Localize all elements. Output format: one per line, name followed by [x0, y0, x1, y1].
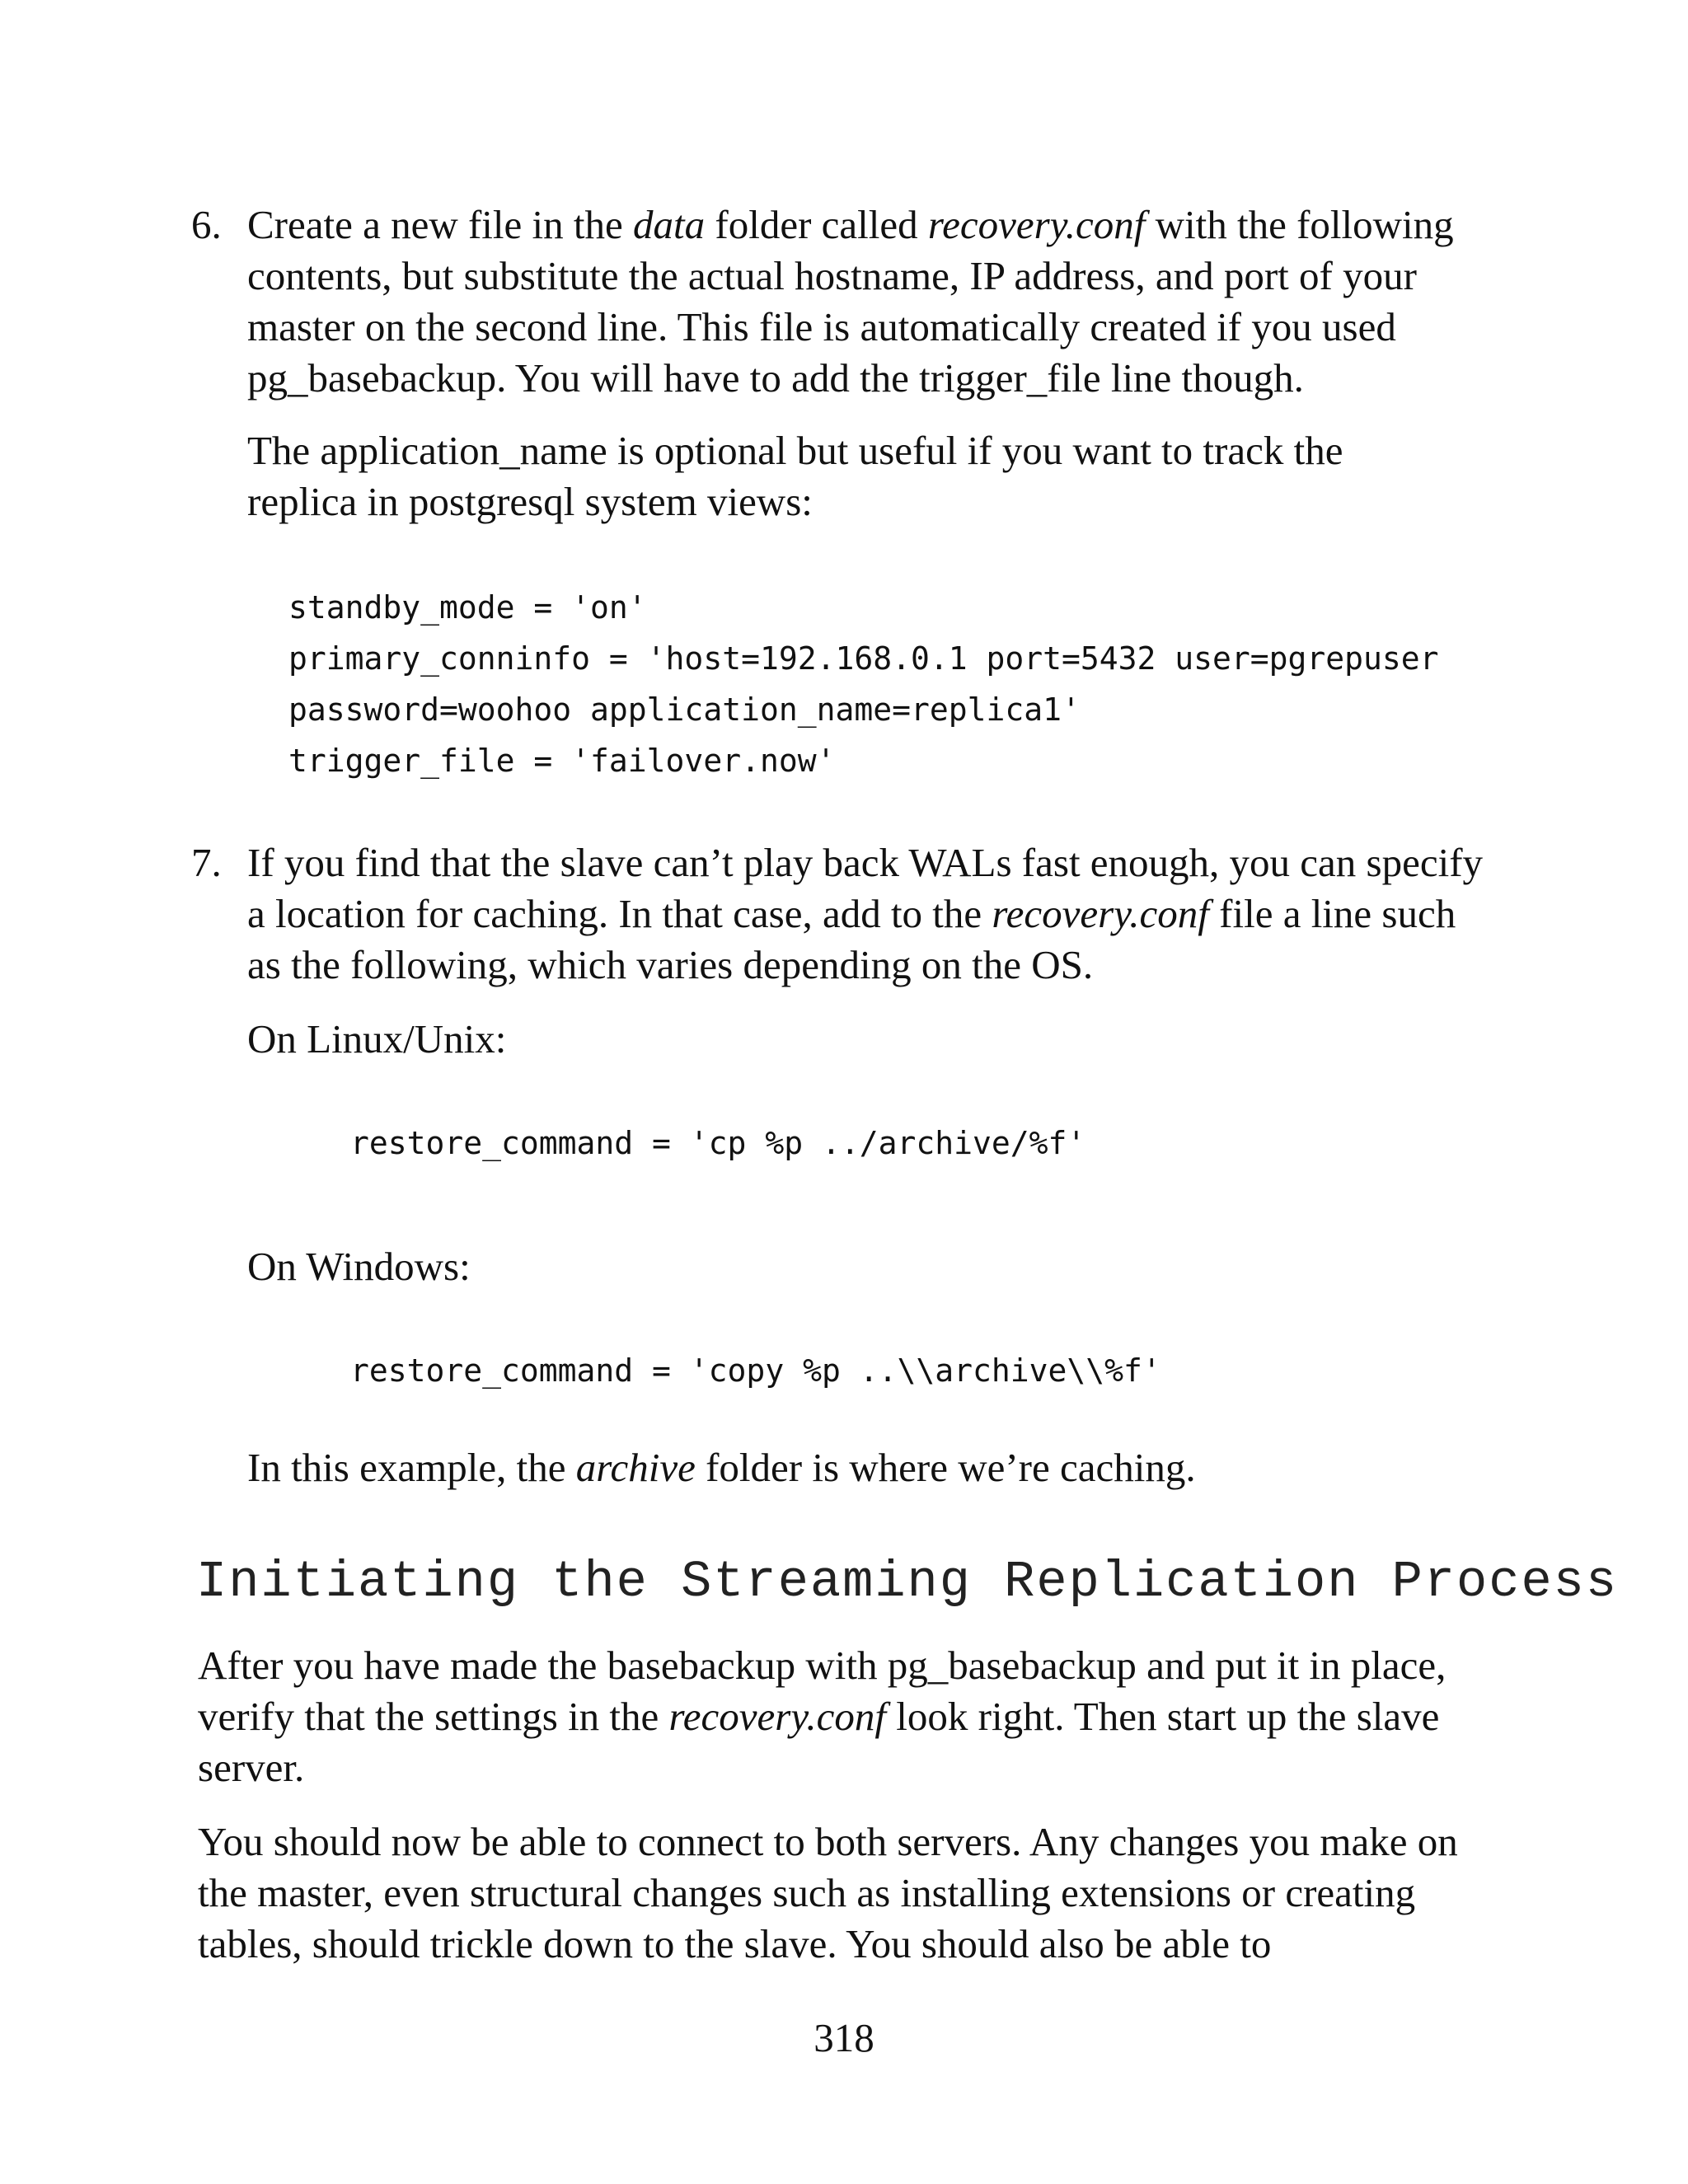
code-line: standby_mode = 'on' [288, 589, 647, 626]
item6-emphasis-data: data [633, 202, 706, 247]
section-paragraph-2: You should now be able to connect to both servers. Any changes you make on the master, even structural changes such as installing extensions or creating tables, should trickle down to the slave. You should also be able to [198, 1819, 1458, 1966]
item7-text: If you find that the slave can’t play back WALs fast enough, you can specify a location for caching. In that case, add to the [247, 840, 1484, 936]
item7-note-text: In this example, the [247, 1445, 576, 1490]
page-number: 318 [814, 2015, 874, 2060]
item6-text: with the following contents, but substitute the actual hostname, IP address, and port of your master on the second line. This file is automatically created if you used pg_basebackup. You will have to add the trigger_file line though. [247, 202, 1454, 401]
section-emphasis-recovery-conf: recovery.conf [668, 1694, 887, 1739]
linux-label: On Linux/Unix: [247, 1016, 507, 1062]
item6-paragraph-1 [247, 199, 1500, 404]
item7-paragraph-1 [247, 837, 1484, 991]
list-number-6: 6. [191, 202, 222, 247]
windows-label: On Windows: [247, 1244, 471, 1289]
code-line: trigger_file = 'failover.now' [288, 743, 836, 779]
linux-code-line: restore_command = 'cp %p ../archive/%f' [350, 1125, 1086, 1161]
item7-emphasis-recovery-conf: recovery.conf [992, 891, 1209, 936]
section-text: look right. Then start up the slave server. [198, 1694, 1440, 1790]
item6-code-block [288, 582, 1439, 786]
item6-paragraph-2: The application_name is optional but useful if you want to track the replica in postgresql system views: [247, 428, 1343, 524]
item7-emphasis-archive: archive [575, 1445, 696, 1490]
item6-text: folder called [705, 202, 928, 247]
section-heading: Initiating the Streaming Replication Process [196, 1553, 1619, 1611]
section-text: After you have made the basebackup with pg_basebackup and put it in place, verify that the settings in the [198, 1643, 1447, 1739]
section-paragraph-1 [198, 1640, 1484, 1793]
code-line: primary_conninfo = 'host=192.168.0.1 port=5432 user=pgrepuser [288, 640, 1439, 677]
code-line: password=woohoo application_name=replica1' [288, 691, 1081, 728]
item7-text: file a line such as the following, which varies depending on the OS. [247, 891, 1456, 987]
item6-emphasis-recovery-conf: recovery.conf [927, 202, 1146, 247]
list-number-7: 7. [191, 840, 222, 885]
item7-note [247, 1442, 1533, 1493]
item7-note-text: folder is where we’re caching. [695, 1445, 1196, 1490]
item6-text: Create a new file in the [247, 202, 634, 247]
windows-code-line: restore_command = 'copy %p ..\\archive\\%f' [350, 1352, 1161, 1389]
